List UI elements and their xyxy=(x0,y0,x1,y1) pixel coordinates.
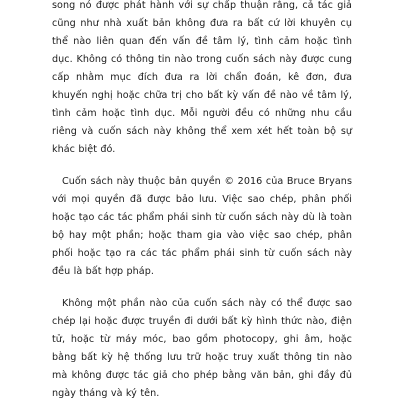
document-page xyxy=(52,0,352,403)
paragraph-disclaimer: song nó được phát hành với sự chấp thuận rằng, cả tác giả cũng như nhà xuất bản không đưa ra bất cứ lời khuyên cụ thể nào liên quan đến vấn đề tâm lý, tình cảm hoặc tình dục. Không có thông tin nào trong cuốn sách này được cung cấp nhằm mục đích đưa ra lời chẩn đoán, kê đơn, đưa khuyến nghị hoặc chữa trị cho bất kỳ vấn đề nào về tâm lý, tình cảm hoặc tình dục. Mỗi người đều có những nhu cầu riêng và cuốn sách này không thể xem xét hết toàn bộ sự khác biệt đó. xyxy=(52,0,352,155)
paragraph-copyright: Cuốn sách này thuộc bản quyền © 2016 của Bruce Bryans với mọi quyền đã được bảo lưu. Việc sao chép, phân phối hoặc tạo các tác phẩm phái sinh từ cuốn sách này dù là toàn bộ hay một phần; hoặc tham gia vào việc sao chép, phân phối hoặc tạo ra các tác phẩm phái sinh từ cuốn sách này đều là bất hợp pháp. xyxy=(52,176,352,277)
paragraph-reproduction-notice: Không một phần nào của cuốn sách này có thể được sao chép lại hoặc được truyền đi dưới bất kỳ hình thức nào, điện tử, hoặc từ máy móc, bao gồm photocopy, ghi âm, hoặc bằng bất kỳ hệ thống lưu trữ hoặc truy xuất thông tin nào mà không được tác giả cho phép bằng văn bản, ghi đầy đủ ngày tháng và ký tên. xyxy=(52,298,352,399)
